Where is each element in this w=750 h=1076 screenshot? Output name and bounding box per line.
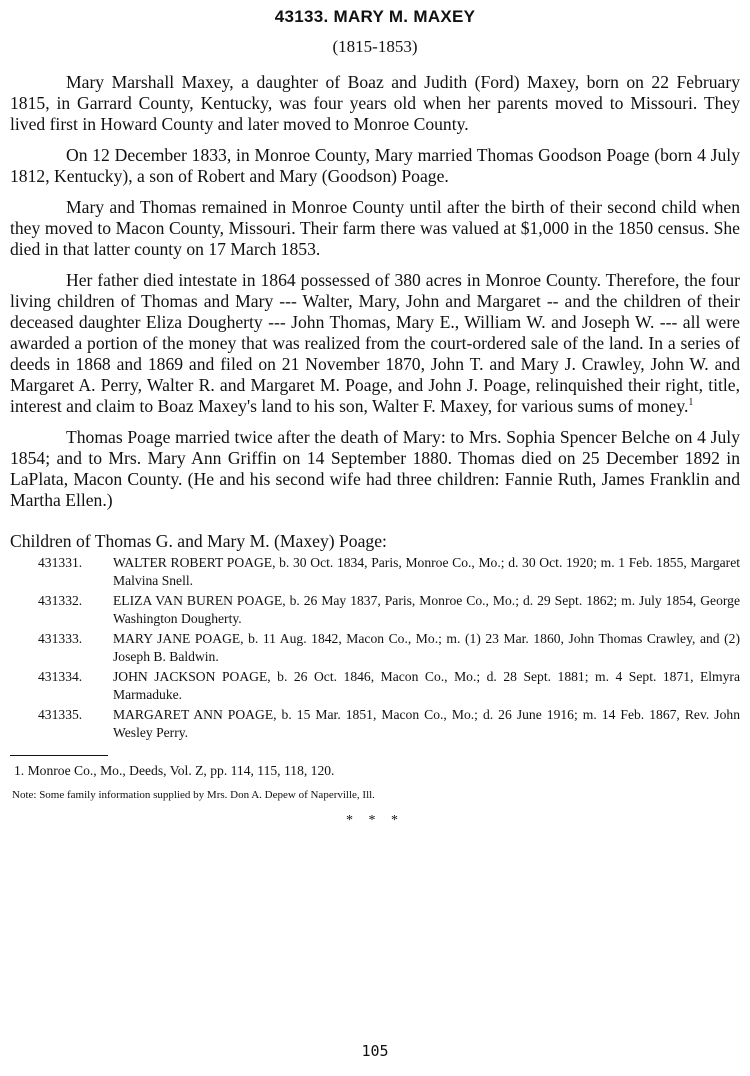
paragraph-birth: Mary Marshall Maxey, a daughter of Boaz and Judith (Ford) Maxey, born on 22 February 1815, in Garrard County, Kentucky, was four years old when her parents moved to Missouri. They lived first in Howard County and later moved to Monroe County. bbox=[10, 72, 740, 134]
list-item bbox=[10, 630, 740, 665]
paragraph-remarriage: Thomas Poage married twice after the death of Mary: to Mrs. Sophia Spencer Belche on 4 July 1854; and to Mrs. Mary Ann Griffin on 14 September 1880. Thomas died on 25 December 1892 in LaPlata, Macon County. (He and his second wife had three children: Fannie Ruth, James Franklin and Martha Ellen.) bbox=[10, 427, 740, 510]
child-entry: MARGARET ANN POAGE, b. 15 Mar. 1851, Macon Co., Mo.; d. 26 June 1916; m. 14 Feb. 1867, Rev. John Wesley Perry. bbox=[113, 707, 740, 740]
list-item bbox=[10, 554, 740, 589]
page-number: 105 bbox=[361, 1042, 389, 1060]
child-entry: ELIZA VAN BUREN POAGE, b. 26 May 1837, Paris, Monroe Co., Mo.; d. 29 Sept. 1862; m. July 1854, George Washington Dougherty. bbox=[113, 593, 740, 626]
child-number: 431334. bbox=[38, 669, 83, 684]
footnote-marker: 1 bbox=[688, 397, 694, 409]
page-title: 43133. MARY M. MAXEY bbox=[274, 7, 476, 26]
document-page bbox=[10, 6, 740, 829]
child-number: 431332. bbox=[38, 593, 83, 608]
child-number: 431331. bbox=[38, 555, 83, 570]
list-item bbox=[10, 706, 740, 741]
paragraph-estate bbox=[10, 270, 740, 417]
paragraph-macon-county: Mary and Thomas remained in Monroe County until after the birth of their second child when they moved to Macon County, Missouri. Their farm there was valued at $1,000 in the 1850 census. She died in that latter county on 17 March 1853. bbox=[10, 197, 740, 259]
paragraph-marriage: On 12 December 1833, in Monroe County, Mary married Thomas Goodson Poage (born 4 July 1812, Kentucky), a son of Robert and Mary (Goodson) Poage. bbox=[10, 145, 740, 186]
child-number: 431335. bbox=[38, 707, 83, 722]
footnote-divider bbox=[10, 755, 108, 756]
child-number: 431333. bbox=[38, 631, 83, 646]
paragraph-estate-text: Her father died intestate in 1864 possessed of 380 acres in Monroe County. Therefore, the four living children of Thomas and Mary --- Walter, Mary, John and Margaret -- and the children of their deceased daughter Eliza Dougherty --- John Thomas, Mary E., William W. and Joseph W. --- all were awarded a portion of the money that was realized from the court-ordered sale of the land. In a series of deeds in 1868 and 1869 and filed on 21 November 1870, John T. and Mary J. Crawley, John W. and Margaret A. Perry, Walter R. and Margaret M. Poage, and John J. Poage, relinquished their right, title, interest and claim to Boaz Maxey's land to his son, Walter F. Maxey, for various sums of money. bbox=[10, 270, 740, 416]
life-dates: (1815-1853) bbox=[332, 37, 418, 56]
child-entry: JOHN JACKSON POAGE, b. 26 Oct. 1846, Macon Co., Mo.; d. 28 Sept. 1881; m. 4 Sept. 1871, Elmyra Marmaduke. bbox=[113, 669, 740, 702]
children-list bbox=[10, 554, 740, 741]
children-heading: Children of Thomas G. and Mary M. (Maxey) Poage: bbox=[10, 531, 387, 551]
source-note: Note: Some family information supplied by Mrs. Don A. Depew of Naperville, Ill. bbox=[12, 789, 375, 801]
list-item bbox=[10, 668, 740, 703]
child-entry: MARY JANE POAGE, b. 11 Aug. 1842, Macon Co., Mo.; m. (1) 23 Mar. 1860, John Thomas Crawley, and (2) Joseph B. Baldwin. bbox=[113, 631, 740, 664]
child-entry: WALTER ROBERT POAGE, b. 30 Oct. 1834, Paris, Monroe Co., Mo.; d. 30 Oct. 1920; m. 1 Feb. 1855, Margaret Malvina Snell. bbox=[113, 555, 740, 588]
list-item bbox=[10, 592, 740, 627]
section-separator: * * * bbox=[346, 813, 404, 828]
footnote: 1. Monroe Co., Mo., Deeds, Vol. Z, pp. 114, 115, 118, 120. bbox=[14, 763, 335, 778]
